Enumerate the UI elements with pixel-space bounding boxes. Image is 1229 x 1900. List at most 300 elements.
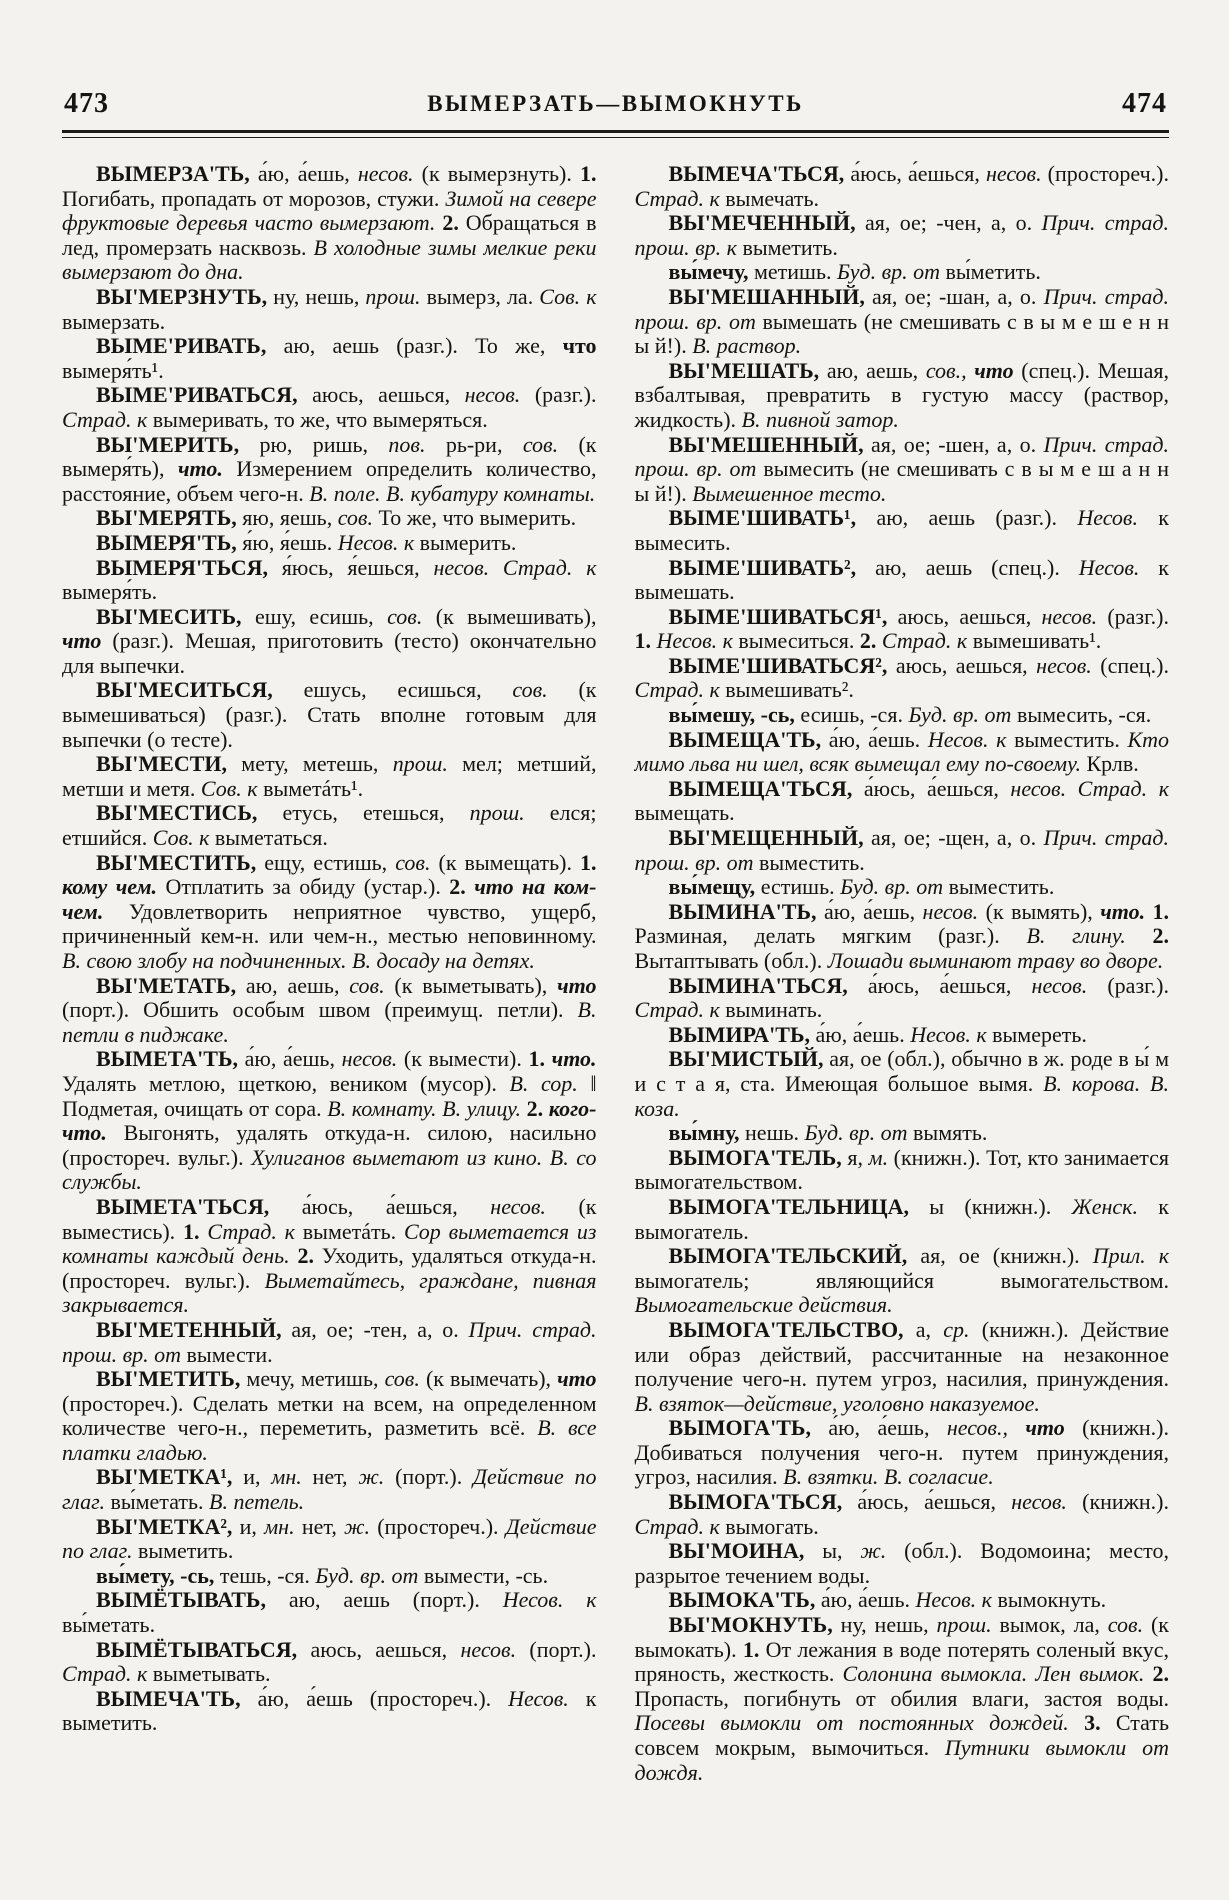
entry-text: Хулиганов выметают из кино. В. со службы. [62, 1144, 597, 1195]
entry-headword-or-number: 1. [742, 1636, 760, 1662]
entry-text: (книжн.). Добиваться получения чего-н. путем принуждения, угроз, насилия. [634, 1415, 1169, 1490]
entry-text: аюсь, аешься, [310, 1636, 461, 1662]
entry-text: сов. [522, 431, 559, 457]
entry-headword-or-number: ВЫМОКА'ТЬ, [668, 1587, 821, 1613]
entry-text: выместить. [1006, 726, 1128, 752]
entry-text: мн. [264, 1513, 295, 1539]
entry-headword-or-number: ВЫМЕ'РИВАТЬ, [96, 333, 284, 359]
entry-text: (к вымять), [978, 898, 1101, 924]
entry-text: аю, аешь (разг.). То же, [283, 333, 563, 359]
entry-text: к вымешать. [634, 554, 1169, 605]
entry-headword-or-number: ВЫ'МОКНУТЬ, [668, 1612, 841, 1638]
dictionary-entry [635, 875, 1170, 900]
entry-text: Сов. к [539, 283, 597, 309]
entry-text: Несов. к [927, 726, 1007, 752]
page-header [62, 88, 1169, 124]
entry-text: Разминая, делать мягким (разг.). [634, 923, 1027, 949]
dictionary-entry [635, 1244, 1170, 1318]
entry-text: В. корова. В. коза. [634, 1070, 1169, 1121]
entry-text: что [1025, 1415, 1065, 1441]
entry-text: (к вымокать). [634, 1612, 1169, 1662]
entry-text: я, [847, 1144, 869, 1170]
entry-text: В. взяток—действие, уголовно наказуемое. [634, 1390, 1040, 1416]
entry-headword-or-number: 2. [297, 1243, 314, 1269]
entry-text: вы́метать. [104, 1489, 210, 1515]
entry-text: нет, [301, 1464, 359, 1490]
entry-text: а́юсь, а́ешься, [857, 1489, 1012, 1515]
entry-text: вымещать. [634, 800, 735, 826]
entry-text: Несов. [508, 1685, 569, 1711]
entry-text: что [974, 357, 1014, 383]
entry-headword-or-number: 2. [526, 1095, 544, 1121]
entry-text: м. [868, 1144, 889, 1170]
entry-text: В. пивной затор. [741, 406, 899, 432]
entry-text [1069, 1710, 1084, 1735]
entry-text: что. [551, 1046, 597, 1072]
entry-text: вымесить (не смешивать с в ы м е ш а н н ы й!). [634, 456, 1169, 506]
entry-text: вымогать. [719, 1513, 819, 1539]
entry-text: (порт.). Обшить особым швом (преимущ. петли). [62, 997, 578, 1023]
dictionary-entry [62, 433, 597, 507]
entry-text: Действие по глаг. [62, 1464, 597, 1515]
dictionary-entry [635, 605, 1170, 654]
entry-text: ж. [860, 1538, 887, 1564]
dictionary-entry [62, 506, 597, 531]
dictionary-entry [62, 556, 597, 605]
entry-headword-or-number: ВЫ'МЕСТИТЬ, [96, 849, 265, 875]
entry-headword-or-number: ВЫМЁТЫВАТЬ, [96, 1587, 289, 1613]
entry-text: выметáть¹. [257, 775, 364, 801]
entry-text: ешусь, есишься, [303, 677, 513, 703]
entry-headword-or-number: ВЫ'МЕСТИСЬ, [96, 800, 283, 826]
entry-text: Вымогательские действия. [634, 1292, 893, 1318]
dictionary-entry [62, 1047, 597, 1195]
entry-headword-or-number: ВЫМОГА'ТЕЛЬ, [668, 1144, 848, 1170]
entry-headword-or-number: ВЫ'МЕЩЕННЫЙ, [668, 825, 871, 851]
entry-text: сов. [395, 849, 431, 875]
dictionary-entry [635, 260, 1170, 285]
entry-headword-or-number: ВЫМЕЧА'ТЬ, [96, 1685, 258, 1711]
entry-headword-or-number: ВЫМИНА'ТЬСЯ, [668, 972, 868, 998]
dictionary-entry [635, 1490, 1170, 1539]
entry-headword-or-number: ВЫМЕЩА'ТЬСЯ, [668, 775, 864, 801]
entry-text: Прич. страд. прош. вр. к [634, 210, 1169, 260]
entry-headword-or-number: ВЫМЕ'ШИВАТЬ², [668, 554, 876, 580]
entry-text: (обл.). Водомоина; место, разрытое течением воды. [634, 1538, 1169, 1588]
right-page-number: 474 [1122, 88, 1167, 119]
entry-text: (разг.). Мешая, приготовить (тесто) окончательно для выпечки. [62, 628, 597, 678]
entry-text: аюсь, аешься, [312, 382, 465, 408]
dictionary-entry [635, 703, 1170, 728]
entry-text: ну, нешь, [840, 1612, 937, 1638]
dictionary-entry [62, 1638, 597, 1687]
entry-headword-or-number: 2. [1152, 923, 1169, 949]
entry-text: Несов. к [502, 1587, 597, 1613]
entry-text: Прич. страд. прош. вр. от [634, 283, 1169, 334]
entry-text: Прил. к [1092, 1243, 1169, 1269]
entry-headword-or-number: ВЫМОГА'ТЬСЯ, [668, 1489, 858, 1515]
entry-text: вымешать (не смешивать с в ы м е ш е н н ы й!). [634, 308, 1169, 359]
entry-headword-or-number: 2. [449, 874, 466, 900]
entry-text: вымесить, -ся. [1011, 702, 1152, 728]
entry-text: несов. [922, 898, 979, 924]
entry-headword-or-number: ВЫМОГА'ТЕЛЬНИЦА, [668, 1193, 930, 1219]
entry-text: я́ю, я́ешь. [242, 529, 338, 555]
entry-text: Сор выметается из комнаты каждый день. [62, 1218, 597, 1269]
entry-headword-or-number: ВЫМЕРЯ'ТЬСЯ, [96, 554, 282, 580]
entry-text: Несов. [1077, 505, 1138, 531]
entry-text: нешь. [745, 1120, 805, 1146]
entry-text: Стать совсем мокрым, вымочиться. [634, 1710, 1170, 1760]
entry-text: к вымесить. [634, 505, 1169, 555]
entry-headword-or-number: ВЫМЁТЫВАТЬСЯ, [96, 1636, 311, 1662]
dictionary-entry [635, 285, 1170, 359]
entry-headword-or-number: ВЫ'МЕШАТЬ, [668, 357, 827, 383]
entry-headword-or-number: вы́мету, -сь, [96, 1562, 220, 1588]
entry-text: сов. [349, 972, 385, 998]
entry-text: прош. [392, 751, 448, 777]
entry-text: несов. [490, 1193, 546, 1219]
entry-text: Сов. к [200, 775, 258, 801]
entry-text: Буд. вр. от [804, 1120, 908, 1146]
entry-text: вымереть. [986, 1021, 1087, 1047]
dictionary-entry [635, 826, 1170, 875]
entry-text: Несов. к [337, 529, 415, 555]
entry-text: ж. [358, 1464, 385, 1490]
entry-text: несов. [1010, 775, 1067, 801]
running-title: ВЫМЕРЗАТЬ—ВЫМОКНУТЬ [427, 91, 804, 116]
entry-headword-or-number: 1. [528, 1046, 546, 1072]
entry-text: а́ю, а́ешь. [820, 1587, 916, 1613]
entry-text: вымешивать¹. [967, 628, 1102, 654]
dictionary-entry [635, 1588, 1170, 1613]
entry-text: Страд. к [62, 1661, 148, 1687]
entry-text: ая, ое (обл.), обычно в ж. роде в ы́ м и с т а я, ста. Имеющая большое вымя. [634, 1046, 1169, 1096]
entry-text: ещу, естишь, [264, 849, 396, 875]
entry-text: что [62, 628, 102, 654]
entry-text: нет, [294, 1513, 345, 1539]
entry-text: В. взятки. В. согласие. [783, 1464, 994, 1490]
entry-text: Измерением определить количество, расстояние, объем чего-н. [62, 456, 597, 506]
entry-headword-or-number: 1. [580, 849, 597, 875]
entry-text: мечу, метишь, [246, 1366, 385, 1392]
entry-text [1145, 899, 1152, 924]
entry-text: (к вымерзнуть). [413, 161, 580, 186]
entry-text: к выметить. [62, 1685, 597, 1736]
entry-headword-or-number: ВЫ'МЕРЗНУТЬ, [96, 283, 274, 309]
entry-text: метишь. [753, 259, 838, 285]
entry-text: Уходить, удаляться откуда-н. (простореч. вульг.). [62, 1243, 597, 1293]
entry-headword-or-number: ВЫ'МЕШАННЫЙ, [668, 283, 873, 309]
entry-text: а́ю, а́ешь, [257, 161, 358, 186]
entry-headword-or-number: 1. [580, 161, 597, 186]
entry-text [545, 1046, 552, 1071]
entry-text: аю, аешь (разг.). [876, 505, 1078, 531]
dictionary-entry [635, 1539, 1170, 1588]
dictionary-entry [62, 1367, 597, 1465]
entry-text: Несов. [1078, 554, 1140, 580]
entry-text: То же, что вымерить. [372, 505, 577, 531]
entry-text: Страд. к [1077, 775, 1170, 801]
dictionary-entry [635, 359, 1170, 433]
dictionary-entry [62, 285, 597, 334]
entry-headword-or-number: ВЫ'МЕСИТЬ, [96, 603, 255, 629]
entry-text: Лошади выминают траву во дворе. [827, 948, 1164, 973]
entry-headword-or-number: ВЫМЕ'ШИВАТЬСЯ², [668, 652, 896, 678]
entry-text: ая, ое; -тен, а, о. [291, 1316, 469, 1342]
entry-headword-or-number: ВЫ'МЕРИТЬ, [96, 431, 260, 457]
entry-text: Выгонять, удалять откуда-н. силою, насильно (простореч. вульг.). [62, 1120, 597, 1170]
entry-text: несов. [460, 1636, 517, 1662]
entry-headword-or-number: вы́мещу, [668, 874, 761, 900]
entry-text: и, [239, 1513, 265, 1539]
entry-text: вымогатель; являющийся вымогательством. [634, 1267, 1169, 1293]
entry-headword-or-number: ВЫМОГА'ТЕЛЬСКИЙ, [668, 1243, 921, 1269]
entry-headword-or-number: ВЫМЕЩА'ТЬ, [668, 726, 829, 752]
entry-text: аю, аешь (спец.). [875, 554, 1079, 580]
entry-text: вымерзать. [62, 308, 166, 334]
dictionary-entry [62, 678, 597, 752]
entry-text: вы́метать. [62, 1612, 156, 1638]
entry-text: Страд. к [634, 185, 720, 211]
entry-text: Сов. к [152, 825, 210, 851]
entry-text: В. петли в пиджаке. [62, 997, 597, 1047]
dictionary-entry [62, 801, 597, 850]
entry-text: Страд. к [634, 997, 720, 1023]
entry-text: аю, аешь, [826, 357, 926, 383]
dictionary-entry [62, 162, 597, 285]
entry-text: что. [1100, 898, 1146, 924]
entry-text: ая, ое; -чен, а, о. [864, 210, 1042, 236]
entry-text: Прич. страд. прош. вр. от [634, 431, 1169, 482]
right-column [635, 162, 1170, 1785]
entry-headword-or-number: ВЫМЕРЯ'ТЬ, [96, 529, 243, 555]
entry-text: В. петель. [209, 1489, 305, 1515]
entry-headword-or-number: 3. [1084, 1710, 1101, 1736]
entry-text: несов. [1036, 652, 1092, 678]
dictionary-entry [62, 752, 597, 801]
entry-text: а́юсь, а́ешься, [863, 775, 1011, 801]
dictionary-entry [635, 654, 1170, 703]
entry-text: прош. [469, 800, 525, 826]
entry-text: а́юсь, а́ешься, [850, 161, 986, 186]
dictionary-entry [635, 1047, 1170, 1121]
entry-headword-or-number: 2. [1152, 1661, 1170, 1687]
entry-text: В. комнату. В. улицу. [327, 1095, 522, 1121]
entry-text: выместить. [753, 849, 865, 875]
text-columns [62, 162, 1169, 1785]
dictionary-entry [635, 1023, 1170, 1048]
entry-text: мету, метешь, [241, 751, 393, 777]
entry-text: В. все платки гладью. [62, 1415, 597, 1465]
entry-text: (к выметывать), [384, 972, 558, 998]
entry-text: ая, ое; -шан, а, о. [872, 283, 1044, 309]
entry-text: вымеситься. [732, 628, 860, 654]
entry-text: ая, ое (книжн.). [920, 1243, 1093, 1269]
entry-text: Женск. [1071, 1193, 1138, 1219]
entry-text: (к вымеря́ть), [62, 431, 597, 482]
entry-text: В. раствор. [692, 333, 802, 359]
entry-text: ая, ое; -щен, а, о. [870, 825, 1044, 851]
dictionary-entry [62, 1564, 597, 1589]
entry-headword-or-number: ВЫМЕ'РИВАТЬСЯ, [96, 382, 313, 408]
entry-text: (простореч.). [370, 1513, 506, 1539]
entry-headword-or-number: ВЫМЕТА'ТЬ, [96, 1046, 245, 1072]
entry-text: вымерить. [414, 529, 517, 555]
entry-text: что на ком-чем. [62, 874, 597, 924]
entry-text: ы, [822, 1538, 861, 1564]
entry-text: Страд. к [207, 1218, 295, 1244]
entry-text: мн. [271, 1464, 302, 1490]
entry-text: ‖ Подметая, очищать от сора. [62, 1070, 597, 1121]
entry-text: (к вымешивать), [422, 603, 597, 629]
entry-text: яю, яешь, [242, 505, 338, 531]
entry-text: (порт.). [384, 1464, 473, 1490]
entry-text: ы (книжн.). [929, 1193, 1072, 1219]
dictionary-entry [635, 433, 1170, 507]
entry-headword-or-number: 1. [634, 628, 651, 654]
dictionary-entry [635, 1416, 1170, 1490]
dictionary-entry [635, 974, 1170, 1023]
entry-headword-or-number: ВЫМЕЧА'ТЬСЯ, [668, 161, 851, 186]
dictionary-entry [62, 1588, 597, 1637]
entry-text: вымешивать². [719, 677, 854, 703]
entry-text: несов., [946, 1415, 1026, 1441]
entry-text: несов. [357, 161, 414, 186]
entry-text: несов. [464, 382, 521, 408]
entry-text: выметаться. [209, 825, 328, 851]
entry-text: рь-ри, [425, 431, 523, 457]
entry-text: вымеря́ть¹. [62, 357, 164, 383]
dictionary-entry [62, 1195, 597, 1318]
entry-headword-or-number: вы́мешу, -сь, [668, 702, 801, 728]
entry-text: (к вымести). [397, 1046, 529, 1072]
entry-text: Прич. страд. прош. вр. от [62, 1316, 597, 1367]
entry-headword-or-number: ВЫ'МЕСТИ, [96, 751, 242, 777]
entry-headword-or-number: ВЫМИНА'ТЬ, [668, 898, 824, 924]
entry-text: а́юсь, а́ешься, [301, 1193, 491, 1219]
entry-text: сов. [387, 603, 423, 629]
dictionary-entry [635, 1613, 1170, 1785]
entry-text: вы́метить. [940, 259, 1041, 285]
entry-headword-or-number: ВЫМЕ'ШИВАТЬСЯ¹, [668, 603, 898, 629]
entry-text: Посевы вымокли от постоянных дождей. [634, 1710, 1069, 1736]
dictionary-entry [62, 1687, 597, 1736]
entry-headword-or-number: ВЫ'МЕТКА¹, [96, 1464, 244, 1490]
entry-text: В. свою злобу на подчиненных. В. досаду на детях. [62, 948, 535, 973]
entry-text: Страд. к [634, 677, 720, 703]
entry-headword-or-number: ВЫ'МИСТЫЙ, [668, 1046, 830, 1072]
entry-text: В. поле. В. кубатуру комнаты. [309, 480, 596, 506]
entry-text: сов. [337, 505, 373, 531]
entry-text: В холодные зимы мелкие реки вымерзают до дна. [62, 234, 597, 285]
left-column [62, 162, 597, 1785]
entry-text: Удовлетворить неприятное чувство, ущерб, причиненный кем-н. или чем-н., местью неповинному. [62, 898, 597, 949]
entry-text: Вытаптывать (обл.). [634, 948, 828, 973]
entry-headword-or-number: ВЫ'МЕШЕННЫЙ, [668, 431, 871, 457]
dictionary-entry [62, 851, 597, 974]
dictionary-entry [62, 1465, 597, 1514]
entry-text: елся; етшийся. [62, 800, 597, 851]
entry-text: В. глину. [1026, 923, 1126, 949]
entry-headword-or-number: 2. [442, 210, 459, 236]
entry-text: Солонина вымокла. Лен вымок. [842, 1661, 1145, 1687]
entry-text: кого-что. [62, 1095, 597, 1146]
entry-text: Несов. к [915, 1587, 992, 1613]
entry-text: вымерз, ла. [420, 283, 540, 309]
entry-headword-or-number: ВЫМЕТА'ТЬСЯ, [96, 1193, 302, 1219]
entry-text: (простореч.). Сделать метки на всем, на определенном количестве чего-н., переметить, разметить всё. [62, 1390, 597, 1441]
entry-text [1144, 1661, 1152, 1686]
dictionary-entry [635, 1146, 1170, 1195]
dictionary-entry [635, 211, 1170, 260]
entry-text: что [557, 1366, 597, 1392]
entry-text: Путники вымокли от дождя. [634, 1735, 1169, 1785]
entry-headword-or-number: вы́мечу, [668, 259, 754, 285]
entry-text: Обращаться в лед, промерзать насквозь. [62, 210, 597, 260]
entry-headword-or-number: ВЫМИРА'ТЬ, [668, 1021, 816, 1047]
entry-text: кому чем. [62, 874, 158, 900]
entry-text: сов., [925, 357, 975, 383]
entry-headword-or-number: ВЫ'МЕТИТЬ, [96, 1366, 247, 1392]
entry-text: (разг.). [520, 382, 597, 408]
entry-text: Несов. к [656, 628, 733, 654]
entry-headword-or-number: ВЫ'МЕРЯТЬ, [96, 505, 243, 531]
entry-text: и, [243, 1464, 272, 1490]
entry-headword-or-number: ВЫ'МЕЧЕННЫЙ, [668, 210, 865, 236]
entry-text: сов. [384, 1366, 420, 1392]
entry-text: ешу, есишь, [254, 603, 388, 629]
entry-text: (простореч.). [1041, 161, 1170, 186]
dictionary-entry [62, 1318, 597, 1367]
entry-text: естишь. [760, 874, 841, 900]
entry-headword-or-number: что [562, 333, 597, 359]
entry-headword-or-number: 1. [1152, 898, 1170, 924]
entry-text: выметить. [132, 1538, 234, 1564]
entry-text: (книжн.). Действие или образ действий, рассчитанные на незаконное получение чего-н. путем угроз, насилия, принуждения. [634, 1316, 1169, 1392]
dictionary-entry [62, 383, 597, 432]
entry-text: Пропасть, погибнуть от обилия влаги, застоя воды. [634, 1685, 1169, 1711]
dictionary-entry [62, 1515, 597, 1564]
entry-text: несов. [1031, 972, 1088, 998]
dictionary-entry [635, 1121, 1170, 1146]
entry-text: Крлв. [1080, 751, 1139, 777]
dictionary-entry [62, 531, 597, 556]
entry-text: вымок, ла, [991, 1612, 1108, 1638]
entry-text: Буд. вр. от [908, 702, 1012, 728]
entry-text: вымеривать, то же, что вымеряться. [147, 406, 488, 432]
entry-text: аю, аешь, [245, 972, 350, 998]
entry-text: выметáть. [294, 1218, 404, 1244]
entry-text: ну, нешь, [273, 283, 366, 309]
entry-text: тешь, -ся. [219, 1562, 316, 1588]
dictionary-entry [635, 728, 1170, 777]
entry-text: выместить. [943, 874, 1055, 900]
entry-text: к вымогатель. [634, 1193, 1169, 1244]
entry-text: несов. [433, 554, 490, 580]
entry-text: ср. [943, 1316, 970, 1342]
entry-text: Погибать, пропадать от морозов, стужи. [62, 185, 446, 211]
dictionary-entry [635, 162, 1170, 211]
entry-text: сов. [1107, 1612, 1144, 1638]
entry-headword-or-number: ВЫМОГА'ТЕЛЬСТВО, [668, 1316, 916, 1342]
entry-text: (к вымешиваться) (разг.). Стать вполне готовым для выпечки (о тесте). [62, 677, 597, 752]
entry-headword-or-number: вы́мну, [668, 1120, 746, 1146]
entry-text: несов. [341, 1046, 398, 1072]
dictionary-entry [62, 974, 597, 1048]
entry-text: аюсь, аешься, [895, 652, 1037, 678]
entry-text: (спец.). Мешая, взбалтывая, превратить в густую массу (раствор, жидкость). [634, 357, 1169, 432]
